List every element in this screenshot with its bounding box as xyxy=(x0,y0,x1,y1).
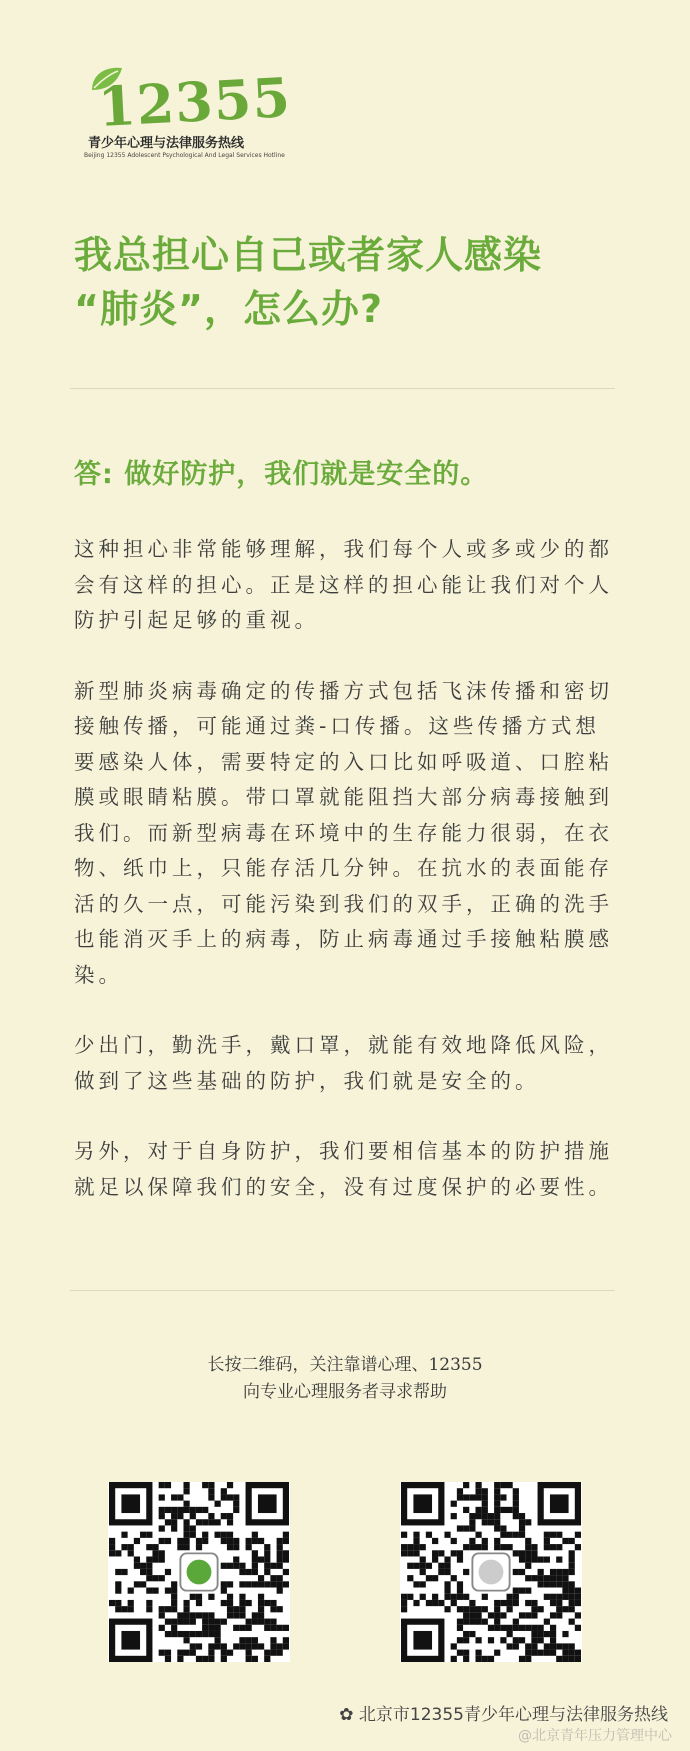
paragraph: 这种担心非常能够理解，我们每个人或多或少的都会有这样的担心。正是这样的担心能让我们对个人防护引起足够的重视。 xyxy=(74,537,613,632)
qr-code-right[interactable] xyxy=(400,1482,582,1662)
title-line-1: 我总担心自己或者家人感染 xyxy=(74,233,543,277)
hotline-logo xyxy=(84,64,293,170)
qr-code-left[interactable] xyxy=(108,1482,290,1662)
qr-code-icon xyxy=(400,1482,582,1662)
paragraph: 少出门，勤洗手，戴口罩，就能有效地降低风险，做到了这些基础的防护，我们就是安全的。 xyxy=(74,1033,613,1093)
qr-code-icon xyxy=(108,1482,290,1662)
weibo-watermark: @北京青年压力管理中心 xyxy=(518,1728,672,1744)
logo-number: 12355 xyxy=(96,64,293,140)
logo-name-cn: 青少年心理与法律服务热线 xyxy=(88,136,245,151)
divider-bottom xyxy=(70,1290,615,1291)
logo-name-en: Beijing 12355 Adolescent Psychological And Legal Services Hotline xyxy=(84,152,285,159)
source-watermark xyxy=(339,1700,668,1725)
footer-line-2: 向专业心理服务者寻求帮助 xyxy=(243,1382,447,1402)
divider-top xyxy=(70,388,615,389)
watermark-text: 北京市12355青少年心理与法律服务热线 xyxy=(358,1705,668,1725)
footer-line-1: 长按二维码，关注靠谱心理、12355 xyxy=(207,1355,483,1375)
footer-caption xyxy=(0,1352,690,1406)
page-title xyxy=(74,228,634,336)
wechat-icon: ✿ xyxy=(339,1705,359,1725)
title-line-2: “肺炎”，怎么办? xyxy=(74,287,383,331)
paragraph: 新型肺炎病毒确定的传播方式包括飞沫传播和密切接触传播，可能通过粪-口传播。这些传播方式想要感染人体，需要特定的入口比如呼吸道、口腔粘膜或眼睛粘膜。带口罩就能阻挡大部分病毒接触到我们。而新型病毒在环境中的生存能力很弱，在衣物、纸巾上，只能存活几分钟。在抗水的表面能存活的久一点，可能污染到我们的双手，正确的洗手也能消灭手上的病毒，防止病毒通过手接触粘膜感染。 xyxy=(74,678,613,987)
answer-heading: 答: 做好防护，我们就是安全的。 xyxy=(74,459,489,490)
paragraph: 另外，对于自身防护，我们要相信基本的防护措施就足以保障我们的安全，没有过度保护的必要性。 xyxy=(74,1139,613,1199)
article-body xyxy=(74,532,622,1240)
